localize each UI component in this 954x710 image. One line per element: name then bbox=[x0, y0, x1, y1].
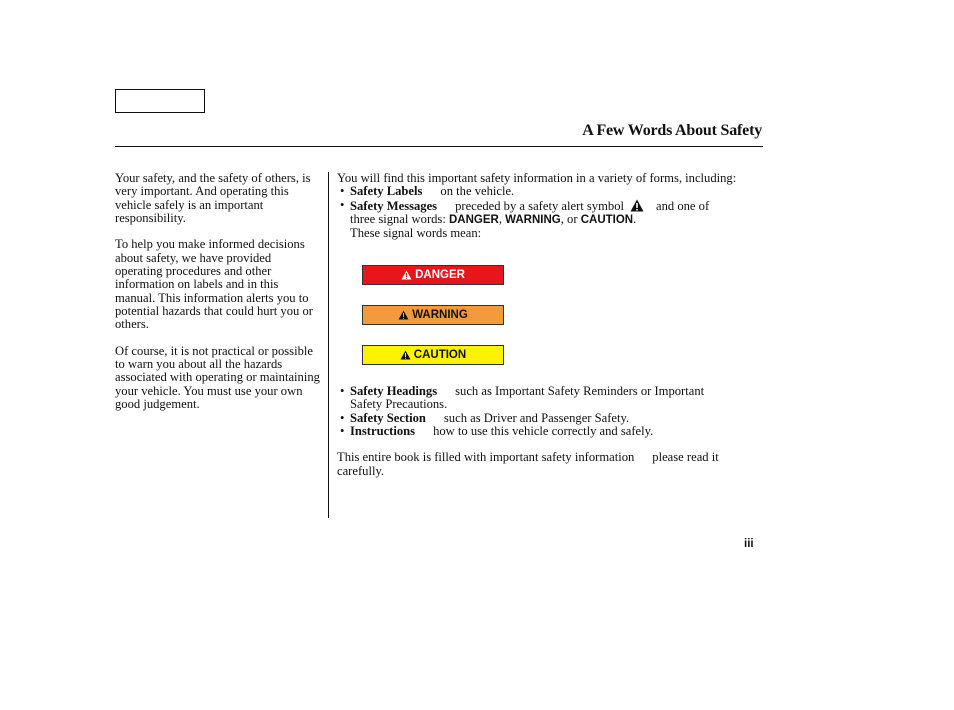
safety-alert-icon bbox=[401, 270, 412, 280]
signal-word-caution: CAUTION bbox=[580, 213, 634, 226]
bullet: • bbox=[340, 184, 345, 199]
list-item-safety-messages bbox=[337, 199, 763, 241]
period: . bbox=[633, 211, 637, 226]
safety-alert-icon bbox=[400, 350, 411, 360]
signal-meaning: These signal words mean: bbox=[350, 226, 482, 241]
section-tab-box bbox=[115, 89, 205, 113]
desc-safety-labels: on the vehicle. bbox=[440, 184, 515, 199]
signal-prefix: three signal words: bbox=[350, 211, 446, 226]
bullet: • bbox=[340, 384, 345, 398]
closing-paragraph bbox=[337, 451, 763, 478]
header-rule bbox=[115, 146, 763, 147]
desc-safety-headings: such as Important Safety Reminders or Important bbox=[455, 384, 705, 398]
signal-word-danger: DANGER bbox=[449, 213, 499, 226]
separator: , bbox=[498, 211, 502, 226]
term-instructions: Instructions bbox=[350, 423, 416, 438]
closing-text-2: please read it bbox=[652, 450, 719, 465]
forms-intro: You will find this important safety information in a variety of forms, including: bbox=[337, 171, 737, 185]
page-number: iii bbox=[744, 538, 754, 550]
term-safety-messages: Safety Messages bbox=[350, 198, 438, 213]
right-column-lower bbox=[337, 385, 763, 478]
right-column bbox=[337, 172, 763, 240]
warning-label-text: WARNING bbox=[412, 309, 468, 321]
term-safety-section: Safety Section bbox=[350, 410, 426, 425]
bullet: • bbox=[340, 423, 345, 438]
safety-alert-icon bbox=[398, 310, 409, 320]
informed-decisions-paragraph: To help you make informed decisions about safety, we have provided operating procedures and other information on labels and in this manual. This information alerts you to potential hazards that could hurt you or others. bbox=[115, 237, 313, 332]
caution-label-text: CAUTION bbox=[413, 349, 467, 361]
intro-paragraph: Your safety, and the safety of others, is very important. And operating this vehicle safely is an important responsibility. bbox=[115, 171, 311, 225]
bullet: • bbox=[340, 197, 345, 212]
safety-alert-icon bbox=[630, 199, 644, 212]
list-item-safety-labels bbox=[337, 185, 763, 198]
signal-word-warning: WARNING bbox=[505, 213, 561, 226]
desc-instructions: how to use this vehicle correctly and safely. bbox=[433, 423, 654, 438]
page-title: A Few Words About Safety bbox=[582, 122, 762, 139]
danger-label bbox=[362, 265, 504, 285]
desc-safety-headings-cont: Safety Precautions. bbox=[350, 397, 448, 412]
closing-text-1: This entire book is filled with important safety information bbox=[337, 450, 635, 465]
term-safety-headings: Safety Headings bbox=[350, 384, 438, 398]
list-item-safety-section bbox=[337, 412, 763, 425]
left-column bbox=[115, 172, 320, 425]
closing-text-3: carefully. bbox=[337, 463, 385, 478]
list-item-safety-headings bbox=[337, 385, 763, 412]
judgement-paragraph: Of course, it is not practical or possible to warn you about all the hazards associated with operating or maintaining your vehicle. You must use your own good judgement. bbox=[115, 343, 320, 412]
desc-safety-section: such as Driver and Passenger Safety. bbox=[443, 410, 630, 425]
separator: , or bbox=[560, 211, 578, 226]
desc-safety-messages-after: and one of bbox=[656, 198, 710, 213]
desc-safety-messages: preceded by a safety alert symbol bbox=[455, 198, 624, 213]
bullet: • bbox=[340, 410, 345, 425]
danger-label-text: DANGER bbox=[415, 269, 465, 281]
caution-label bbox=[362, 345, 504, 365]
warning-label bbox=[362, 305, 504, 325]
column-divider bbox=[328, 172, 329, 518]
term-safety-labels: Safety Labels bbox=[350, 184, 423, 199]
list-item-instructions bbox=[337, 425, 763, 438]
